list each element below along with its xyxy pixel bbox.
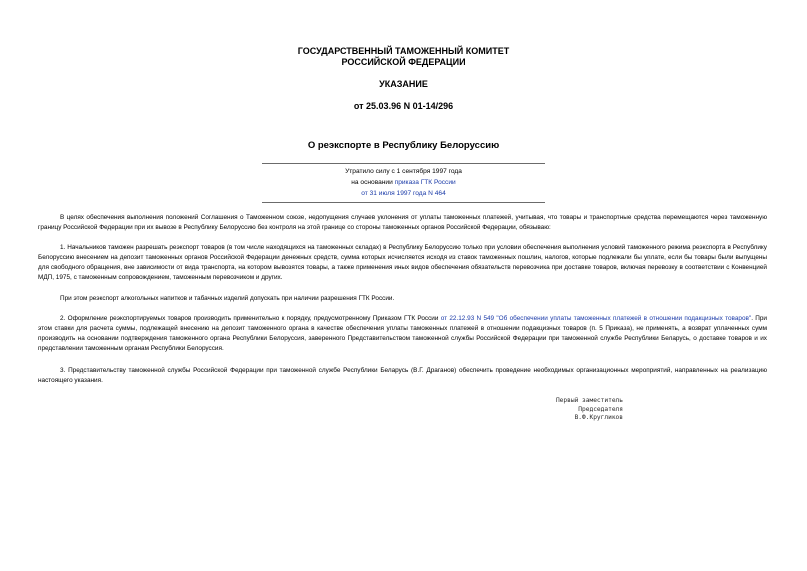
signature-block	[556, 397, 623, 423]
signature-position-line2: Председателя	[578, 405, 623, 413]
paragraph-1-addendum: При этом реэкспорт алкогольных напитков и табачных изделий допускать при наличии разрешения ГТК России.	[60, 295, 395, 302]
organization-name-line1: ГОСУДАРСТВЕННЫЙ ТАМОЖЕННЫЙ КОМИТЕТ	[297, 46, 510, 56]
order-549-link[interactable]: от 22.12.93 N 549 "Об обеспечении уплаты таможенных платежей в отношении подакцизных товаров"	[440, 315, 752, 322]
document-type: УКАЗАНИЕ	[379, 79, 428, 89]
status-note-line1: Утратило силу с 1 сентября 1997 года	[345, 168, 462, 175]
repeal-order-date-link[interactable]: от 31 июля 1997 года N 464	[361, 190, 446, 197]
status-bottom-divider	[262, 202, 545, 203]
status-note-line2	[0, 177, 807, 188]
status-note-line3	[0, 188, 807, 199]
status-note-prefix: на основании	[351, 179, 395, 186]
document-number: от 25.03.96 N 01-14/296	[353, 101, 454, 111]
signature-name: В.Ф.Кругликов	[574, 414, 623, 421]
paragraph-2-text-before: 2. Оформление реэкспортируемых товаров производить применительно к порядку, предусмотренному Приказом ГТК России	[60, 315, 441, 322]
paragraph-2	[38, 314, 767, 354]
status-top-divider	[262, 163, 545, 164]
repeal-order-link[interactable]: приказа ГТК России	[394, 179, 456, 186]
paragraph-1: 1. Начальников таможен разрешать реэкспорт товаров (в том числе находящихся на таможенных складах) в Республику Белоруссию только при условии обеспечения выполнения условий таможенного режима реэкспорта в Республику Белоруссию внесением на депозит таможенных органов Российской Федерации денежных средств, сумма которых исчисляется исходя из ставок таможенных пошлин, налогов, которые подлежали бы уплате, если бы товары были выпущены для свободного обращения, вне зависимости от вида транспорта, на котором вывозятся товары, а также применения иных видов обеспечения обязательств перевозчика при доставке товаров, включая перевозку в соответствии с Конвенцией МДП, 1975, с таможенным сопровождением, таможенным перевозчиком и других.	[38, 244, 767, 281]
paragraph-2-text-after: . При этом ставки для расчета суммы, подлежащей внесению на депозит таможенного органа в качестве обеспечения уплаты таможенных платежей в отношении подакцизных товаров (п. 5 Приказа), не применять, а возврат уплаченных сумм производить на основании подтверждения таможенного органа Республики Белоруссия, заверенного Представительством таможенной службы Российской Федерации при таможенной службе Республики Беларусь, о доставке товаров и их представлении таможенным органам Республики Белоруссия.	[38, 315, 767, 352]
preamble-paragraph: В целях обеспечения выполнения положений Соглашения о Таможенном союзе, недопущения случаев уклонения от уплаты таможенных платежей, учитывая, что товары и транспортные средства перемещаются через таможенную границу Российской Федерации при их вывозе в Республику Белоруссию без контроля на этой границе со стороны таможенных органов Российской Федерации, обязываю:	[38, 214, 767, 231]
document-title: О реэкспорте в Республику Белоруссию	[307, 140, 500, 151]
organization-name-line2: РОССИЙСКОЙ ФЕДЕРАЦИИ	[341, 57, 466, 67]
paragraph-3: 3. Представительству таможенной службы Российской Федерации при таможенной службе Республики Беларусь (В.Г. Драганов) обеспечить проведение необходимых организационных мероприятий, направленных на реализацию настоящего указания.	[38, 367, 767, 384]
signature-position-line1: Первый заместитель	[555, 397, 623, 404]
